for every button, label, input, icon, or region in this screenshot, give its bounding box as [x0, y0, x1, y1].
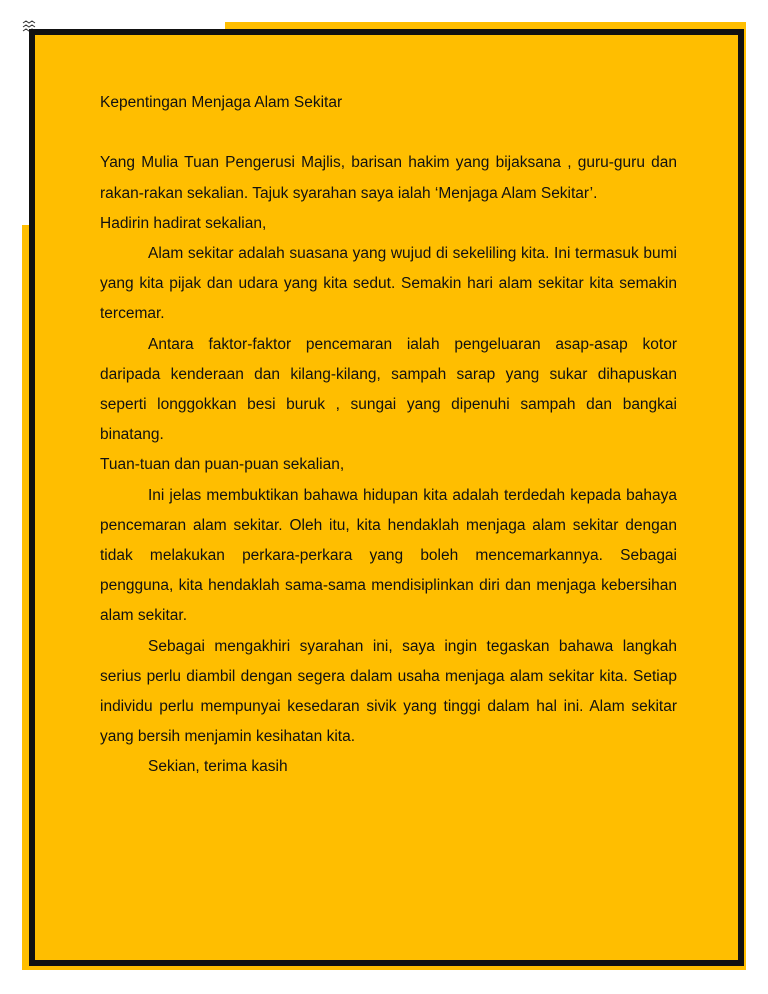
document-title: Kepentingan Menjaga Alam Sekitar [100, 94, 343, 111]
paragraph-conclusion: Sebagai mengakhiri syarahan ini, saya ingin tegaskan bahawa langkah serius perlu diambil dengan segera dalam usaha menjaga alam sekitar kita. Setiap individu perlu mempunyai kesedaran sivik yang tinggi dalam hal ini. Alam sekitar yang bersih menjamin kesihatan kita. [100, 637, 677, 746]
document-body [100, 88, 677, 783]
paragraph-greeting: Yang Mulia Tuan Pengerusi Majlis, barisan hakim yang bijaksana , guru-guru dan rakan-rakan sekalian. Tajuk syarahan saya ialah ‘Menjaga Alam Sekitar’. [100, 154, 677, 202]
paragraph-consequence: Ini jelas membuktikan bahawa hidupan kita adalah terdedah kepada bahaya pencemaran alam sekitar. Oleh itu, kita hendaklah menjaga alam sekitar dengan tidak melakukan perkara-perkara yang boleh mencemarkannya. Sebagai pengguna, kita hendaklah sama-sama mendisiplinkan diri dan menjaga kebersihan alam sekitar. [100, 486, 677, 625]
paragraph-definition: Alam sekitar adalah suasana yang wujud di sekeliling kita. Ini termasuk bumi yang kita pijak dan udara yang kita sedut. Semakin hari alam sekitar kita semakin tercemar. [100, 245, 677, 323]
paragraph-factors: Antara faktor-faktor pencemaran ialah pengeluaran asap-asap kotor daripada kenderaan dan kilang-kilang, sampah sarap yang sukar dihapuskan seperti longgokkan besi buruk , sungai yang dipenuhi sampah dan bangkai binatang. [100, 335, 677, 444]
paragraph-closing: Sekian, terima kasih [148, 758, 288, 776]
paragraph-address-1: Hadirin hadirat sekalian, [100, 214, 267, 232]
paragraph-address-2: Tuan-tuan dan puan-puan sekalian, [100, 456, 345, 474]
